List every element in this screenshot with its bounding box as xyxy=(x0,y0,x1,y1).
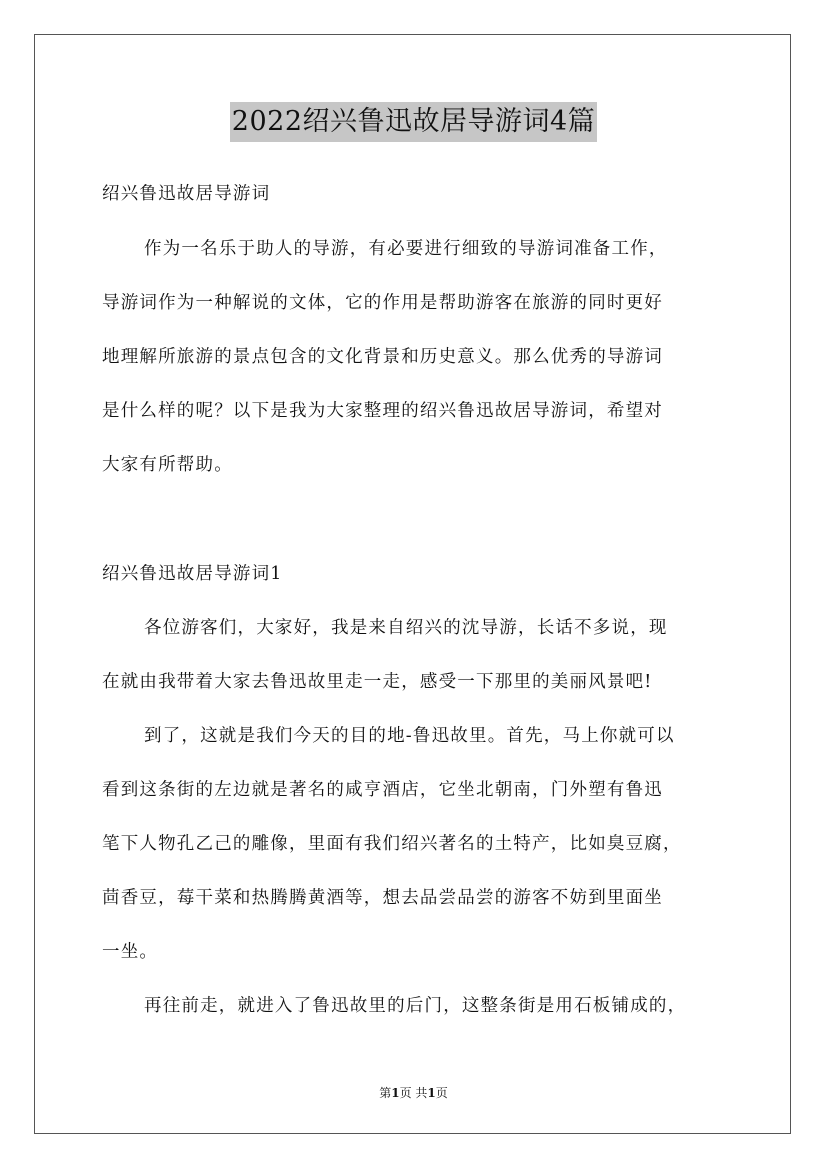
paragraph-line: 一坐。 xyxy=(102,942,159,962)
paragraph-line: 到了，这就是我们今天的目的地-鲁迅故里。首先，马上你就可以 xyxy=(144,726,675,746)
title-container xyxy=(0,102,827,142)
section-heading: 绍兴鲁迅故居导游词1 xyxy=(102,564,283,584)
footer-page-current: 1 xyxy=(391,1086,400,1100)
section-heading: 绍兴鲁迅故居导游词 xyxy=(102,184,271,204)
paragraph-line: 导游词作为一种解说的文体，它的作用是帮助游客在旅游的同时更好 xyxy=(102,293,663,313)
paragraph-line: 作为一名乐于助人的导游，有必要进行细致的导游词准备工作， xyxy=(144,239,668,259)
footer-page-prefix: 第 xyxy=(379,1086,392,1100)
footer-page-total: 1 xyxy=(427,1086,436,1100)
paragraph-line: 是什么样的呢？以下是我为大家整理的绍兴鲁迅故居导游词，希望对 xyxy=(102,401,663,421)
paragraph-line: 看到这条街的左边就是著名的咸亨酒店，它坐北朝南，门外塑有鲁迅 xyxy=(102,780,663,800)
paragraph-line: 地理解所旅游的景点包含的文化背景和历史意义。那么优秀的导游词 xyxy=(102,347,663,367)
paragraph-line: 再往前走，就进入了鲁迅故里的后门，这整条街是用石板铺成的， xyxy=(144,996,687,1016)
paragraph-line: 茴香豆，莓干菜和热腾腾黄酒等，想去品尝品尝的游客不妨到里面坐 xyxy=(102,888,663,908)
document-title: 2022绍兴鲁迅故居导游词4篇 xyxy=(230,102,597,142)
paragraph-line: 在就由我带着大家去鲁迅故里走一走，感受一下那里的美丽风景吧! xyxy=(102,672,653,692)
footer-page-mid: 页 共 xyxy=(399,1086,428,1100)
footer-page-suffix: 页 xyxy=(435,1086,448,1100)
paragraph-line: 大家有所帮助。 xyxy=(102,455,233,475)
page-footer xyxy=(0,1084,827,1101)
paragraph-line: 笔下人物孔乙己的雕像，里面有我们绍兴著名的土特产，比如臭豆腐， xyxy=(102,834,682,854)
paragraph-line: 各位游客们，大家好，我是来自绍兴的沈导游，长话不多说，现 xyxy=(144,618,668,638)
